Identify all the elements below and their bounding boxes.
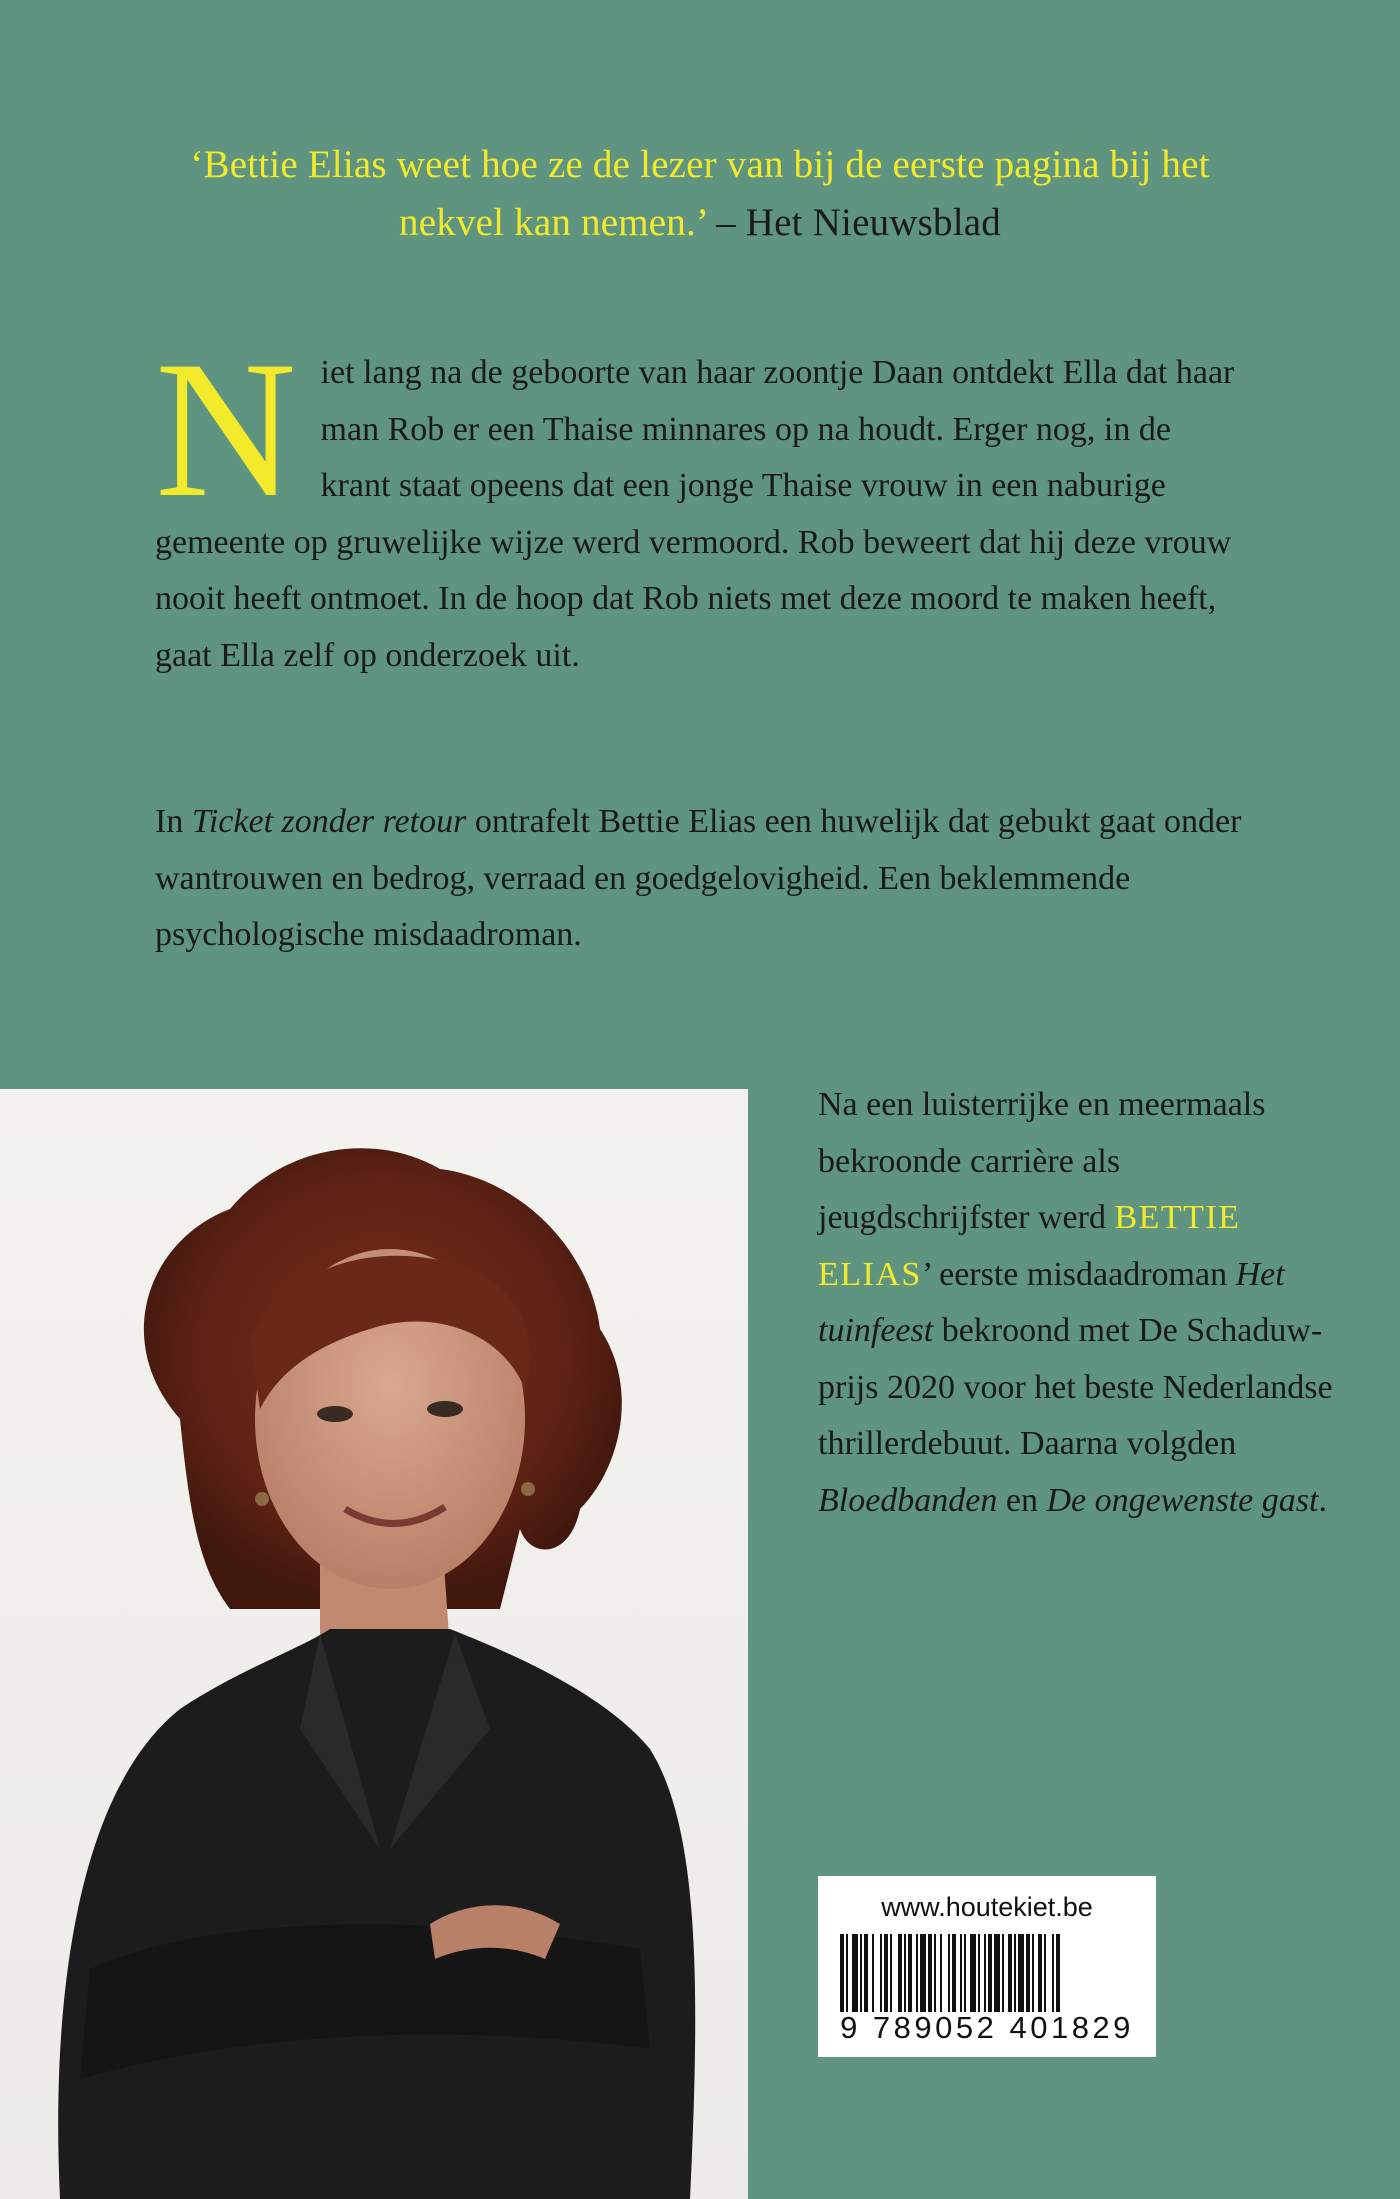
press-quote [150,136,1250,252]
barcode-bar [846,1934,848,2012]
author-bio [818,1077,1338,1529]
barcode-bar [1032,1934,1034,2012]
barcode-bar [880,1934,882,2012]
barcode-bar [1056,1934,1060,2012]
book-title: Het tuinfeest [818,1255,1285,1349]
author-photo [0,1089,748,2199]
isbn-number: 9 789052 401829 [840,2010,1134,2045]
barcode-bar [916,1934,918,2012]
barcode-bar [860,1934,862,2012]
barcode-bar [978,1934,980,2012]
description-text: ontrafelt Bettie Elias een huwelijk dat gebukt gaat onder wantrouwen en bedrog, verraad en goedgelovigheid. Een beklemmende psychologische misdaadroman. [155,803,1242,953]
barcode-bar [1018,1934,1024,2012]
barcode-bar [864,1934,868,2012]
synopsis [155,321,1245,684]
barcode-bar [988,1934,992,2012]
barcode-bar [840,1934,844,2012]
barcode-bar [920,1934,926,2012]
book-title: Ticket zonder retour [191,803,467,840]
barcode-panel [818,1876,1156,2057]
barcode-bar [934,1934,936,2012]
barcode-bar [908,1934,912,2012]
description [155,794,1245,964]
quote-source: – Het Nieuwsblad [706,201,1001,244]
bio-text: Na een luisterrijke en meermaals bekroonde carrière als jeugdschrijfster werd [818,1086,1266,1236]
description-prefix: In [155,803,192,840]
barcode-bar [940,1934,942,2012]
bio-text: en [997,1481,1047,1519]
barcode-bar [890,1934,892,2012]
barcode-bar [1038,1934,1042,2012]
drop-cap: N [155,321,297,538]
book-title: Bloedbanden [818,1481,998,1519]
barcode-bar [884,1934,888,2012]
publisher-url: www.houtekiet.be [881,1892,1093,1922]
synopsis-text: iet lang na de geboorte van haar zoontje Daan ontdekt Ella dat haar man Rob er een Thaise minnares op na houdt. Erger nog, in de krant staat opeens dat een jonge Thaise vrouw in een naburige gemeente op gruwelijke wijze werd vermoord. Rob beweert dat hij deze vrouw nooit heeft ontmoet. In de hoop dat Rob niets met deze moord te maken heeft, gaat Ella zelf op onderzoek uit. [155,354,1235,674]
barcode-bar [928,1934,932,2012]
barcode-bar [964,1934,966,2012]
quote-text: ‘Bettie Elias weet hoe ze de lezer van bij de eerste pagina bij het nekvel kan nemen.’ [190,143,1210,244]
author-name: BETTIE ELIAS [818,1199,1241,1293]
barcode-bar [994,1934,1000,2012]
bio-text: ’ eerste misdaadroman [921,1255,1236,1293]
bio-text: . [1318,1481,1327,1519]
barcode-bar [1052,1934,1054,2012]
barcode-bar [984,1934,986,2012]
barcode-bar [1044,1934,1046,2012]
barcode-bar [970,1934,976,2012]
barcode-bar [1026,1934,1030,2012]
barcode-bar [852,1934,858,2012]
barcode-bar [960,1934,962,2012]
barcode-bar [904,1934,906,2012]
bio-text: bekroond met De Schaduwprijs 2020 voor het beste Nederlandse thrillerdebuut. Daarna volgden [818,1312,1333,1462]
barcode-icon [840,1934,1134,2012]
barcode-bar [948,1934,950,2012]
barcode-bar [898,1934,902,2012]
barcode-bar [1008,1934,1012,2012]
barcode-bar [872,1934,874,2012]
barcode-bar [1014,1934,1016,2012]
book-title: De ongewenste gast [1046,1481,1319,1519]
barcode-bar [1002,1934,1004,2012]
barcode-bar [952,1934,956,2012]
